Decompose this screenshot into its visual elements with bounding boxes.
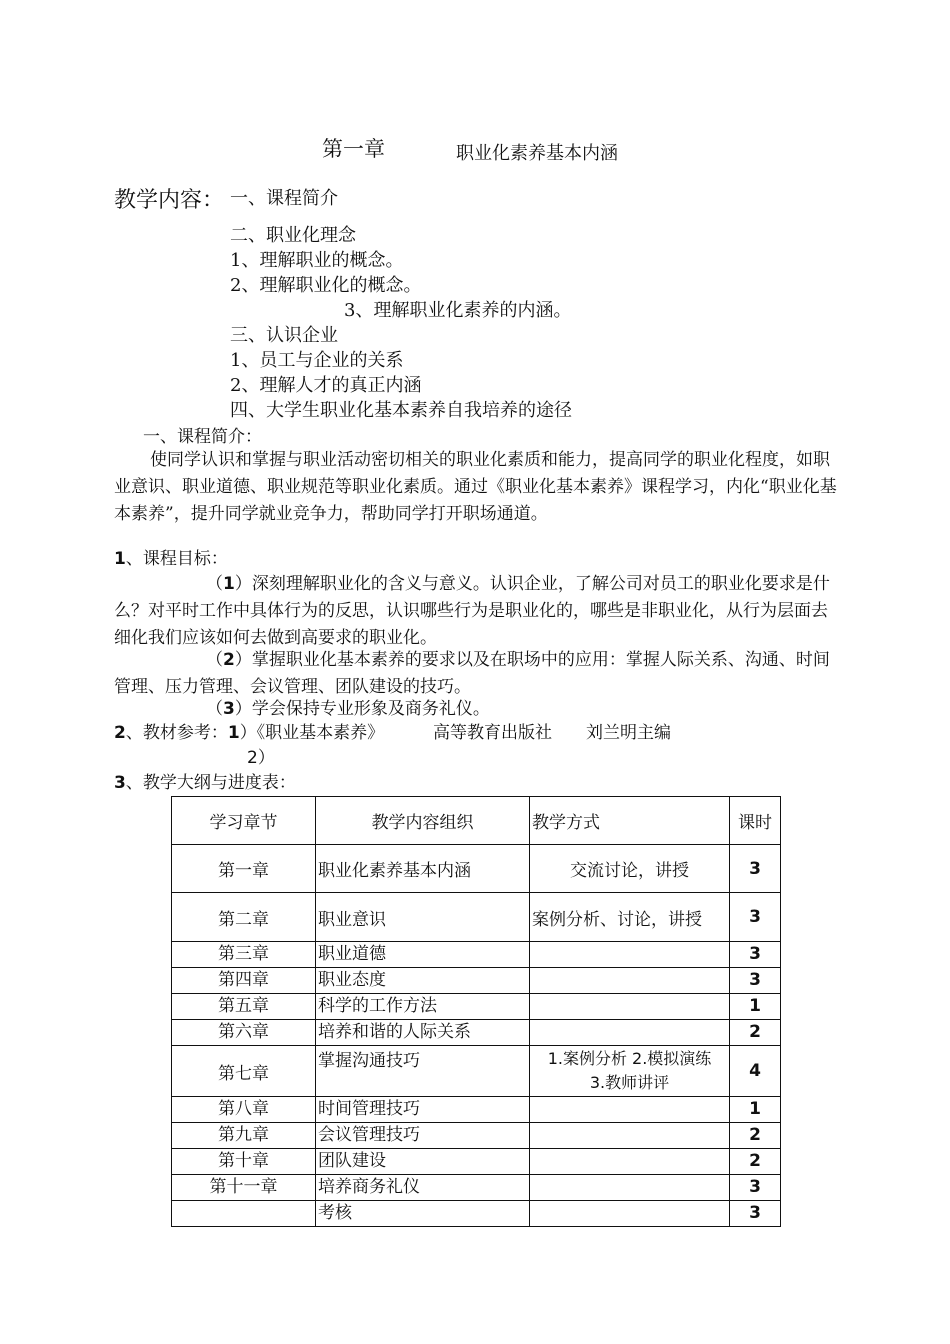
reference-number: 2	[114, 723, 126, 743]
method-cell	[530, 1020, 730, 1046]
content-cell: 掌握沟通技巧	[316, 1046, 530, 1097]
hours-cell: 1	[730, 994, 781, 1020]
table-row	[172, 1123, 781, 1149]
content-cell: 职业化素养基本内涵	[316, 845, 530, 893]
method-cell	[530, 1123, 730, 1149]
content-cell: 培养商务礼仪	[316, 1175, 530, 1201]
reference-book: ）《职业基本素养》	[239, 723, 385, 743]
header-cell: 教学方式	[530, 797, 730, 845]
content-cell: 会议管理技巧	[316, 1123, 530, 1149]
content-cell: 团队建设	[316, 1149, 530, 1175]
table-row	[172, 893, 781, 942]
method-cell: 交流讨论，讲授	[530, 845, 730, 893]
goal-item-3: （3）学会保持专业形象及商务礼仪。	[206, 699, 490, 719]
hours-cell: 2	[730, 1123, 781, 1149]
chapter-cell: 第十章	[172, 1149, 316, 1175]
hours-cell: 3	[730, 893, 781, 942]
hours-cell: 1	[730, 1097, 781, 1123]
hours-cell: 4	[730, 1046, 781, 1097]
chapter-cell: 第四章	[172, 968, 316, 994]
hours-cell: 2	[730, 1149, 781, 1175]
teaching-content-label: 教学内容：	[114, 188, 225, 213]
goals-number: 1	[114, 549, 126, 569]
intro-heading: 一、课程简介：	[143, 427, 262, 447]
method-cell	[530, 1149, 730, 1175]
goals-heading	[114, 547, 228, 571]
hours-cell: 3	[730, 968, 781, 994]
table-row	[172, 942, 781, 968]
outline-item: 四、大学生职业化基本素养自我培养的途径	[230, 400, 572, 421]
chapter-cell	[172, 1201, 316, 1227]
content-cell: 培养和谐的人际关系	[316, 1020, 530, 1046]
table-row	[172, 1020, 781, 1046]
chapter-cell: 第三章	[172, 942, 316, 968]
method-cell	[530, 942, 730, 968]
table-row	[172, 968, 781, 994]
intro-paragraph: 使同学认识和掌握与职业活动密切相关的职业化素质和能力，提高同学的职业化程度，如职业意识、职业道德、职业规范等职业化素质。通过《职业化基本素养》课程学习，内化“职业化基本素养”，提升同学就业竞争力，帮助同学打开职场通道。	[114, 450, 837, 524]
method-line: 1.案例分析 2.模拟演练	[547, 1049, 712, 1068]
method-cell	[530, 994, 730, 1020]
reference-publisher: 高等教育出版社	[433, 723, 552, 743]
table-row	[172, 845, 781, 893]
outline-item: 1、理解职业的概念。	[230, 250, 404, 271]
goal-number: 3	[223, 699, 235, 719]
method-cell	[530, 968, 730, 994]
goal-number: 2	[223, 650, 235, 670]
reference-line	[114, 721, 384, 745]
chapter-title: 职业化素养基本内涵	[456, 143, 618, 164]
chapter-cell: 第八章	[172, 1097, 316, 1123]
schedule-number: 3	[114, 773, 126, 793]
hours-cell: 3	[730, 845, 781, 893]
schedule-table	[171, 796, 781, 1227]
content-cell: 考核	[316, 1201, 530, 1227]
table-row	[172, 1175, 781, 1201]
hours-cell: 2	[730, 1020, 781, 1046]
outline-item: 二、职业化理念	[230, 225, 356, 246]
goal-number: 1	[223, 574, 235, 594]
table-header-row	[172, 797, 781, 845]
reference-heading: 、教材参考：	[125, 723, 228, 743]
goal-text: 掌握职业化基本素养的要求以及在职场中的应用：掌握人际关系、沟通、时间管理、压力管理、会议管理、团队建设的技巧。	[114, 650, 830, 697]
content-cell: 职业道德	[316, 942, 530, 968]
hours-cell: 3	[730, 942, 781, 968]
header-cell: 学习章节	[172, 797, 316, 845]
goal-item-2: （2）掌握职业化基本素养的要求以及在职场中的应用：掌握人际关系、沟通、时间管理、压力管理、会议管理、团队建设的技巧。	[114, 650, 830, 697]
outline-item: 2、理解人才的真正内涵	[230, 375, 422, 396]
chapter-cell: 第一章	[172, 845, 316, 893]
hours-cell: 3	[730, 1201, 781, 1227]
schedule-heading-text: 、教学大纲与进度表：	[125, 773, 296, 793]
schedule-heading	[114, 771, 296, 795]
chapter-cell: 第十一章	[172, 1175, 316, 1201]
content-cell: 时间管理技巧	[316, 1097, 530, 1123]
goals-heading-text: 、课程目标：	[125, 549, 228, 569]
chapter-cell: 第七章	[172, 1046, 316, 1097]
hours-cell: 3	[730, 1175, 781, 1201]
chapter-cell: 第九章	[172, 1123, 316, 1149]
table-row	[172, 994, 781, 1020]
method-cell	[530, 1175, 730, 1201]
outline-item: 1、员工与企业的关系	[230, 350, 404, 371]
chapter-number: 第一章	[322, 137, 385, 161]
reference-item-number: 2	[247, 748, 258, 768]
outline-item: 3、理解职业化素养的内涵。	[344, 300, 572, 321]
outline-item: 2、理解职业化的概念。	[230, 275, 422, 296]
table-row	[172, 1149, 781, 1175]
goal-item-1: （1）深刻理解职业化的含义与意义。认识企业，了解公司对员工的职业化要求是什么？对平时工作中具体行为的反思，认识哪些行为是职业化的，哪些是非职业化，从行为层面去细化我们应该如何去做到高要求的职业化。	[114, 574, 830, 648]
reference-item-2	[247, 746, 275, 770]
method-cell: 案例分析、讨论，讲授	[530, 893, 730, 942]
outline-item: 一、课程简介	[230, 188, 338, 209]
table-row	[172, 1046, 781, 1097]
chapter-cell: 第五章	[172, 994, 316, 1020]
header-cell: 教学内容组织	[316, 797, 530, 845]
method-cell	[530, 1201, 730, 1227]
outline-item: 三、认识企业	[230, 325, 338, 346]
table-row	[172, 1097, 781, 1123]
content-cell: 科学的工作方法	[316, 994, 530, 1020]
reference-item-number: 1	[227, 723, 240, 743]
header-cell: 课时	[730, 797, 781, 845]
content-cell: 职业意识	[316, 893, 530, 942]
method-cell	[530, 1097, 730, 1123]
chapter-cell: 第二章	[172, 893, 316, 942]
table-row	[172, 1201, 781, 1227]
reference-editor: 刘兰明主编	[586, 723, 671, 743]
reference-item-2-text: ）	[257, 748, 275, 768]
goal-text: 学会保持专业形象及商务礼仪。	[251, 699, 490, 719]
content-cell: 职业态度	[316, 968, 530, 994]
chapter-cell: 第六章	[172, 1020, 316, 1046]
method-cell	[530, 1046, 730, 1097]
method-line: 3.教师讲评	[589, 1073, 670, 1092]
goal-text: 深刻理解职业化的含义与意义。认识企业，了解公司对员工的职业化要求是什么？对平时工作中具体行为的反思，认识哪些行为是职业化的，哪些是非职业化，从行为层面去细化我们应该如何去做到高要求的职业化。	[114, 574, 830, 648]
